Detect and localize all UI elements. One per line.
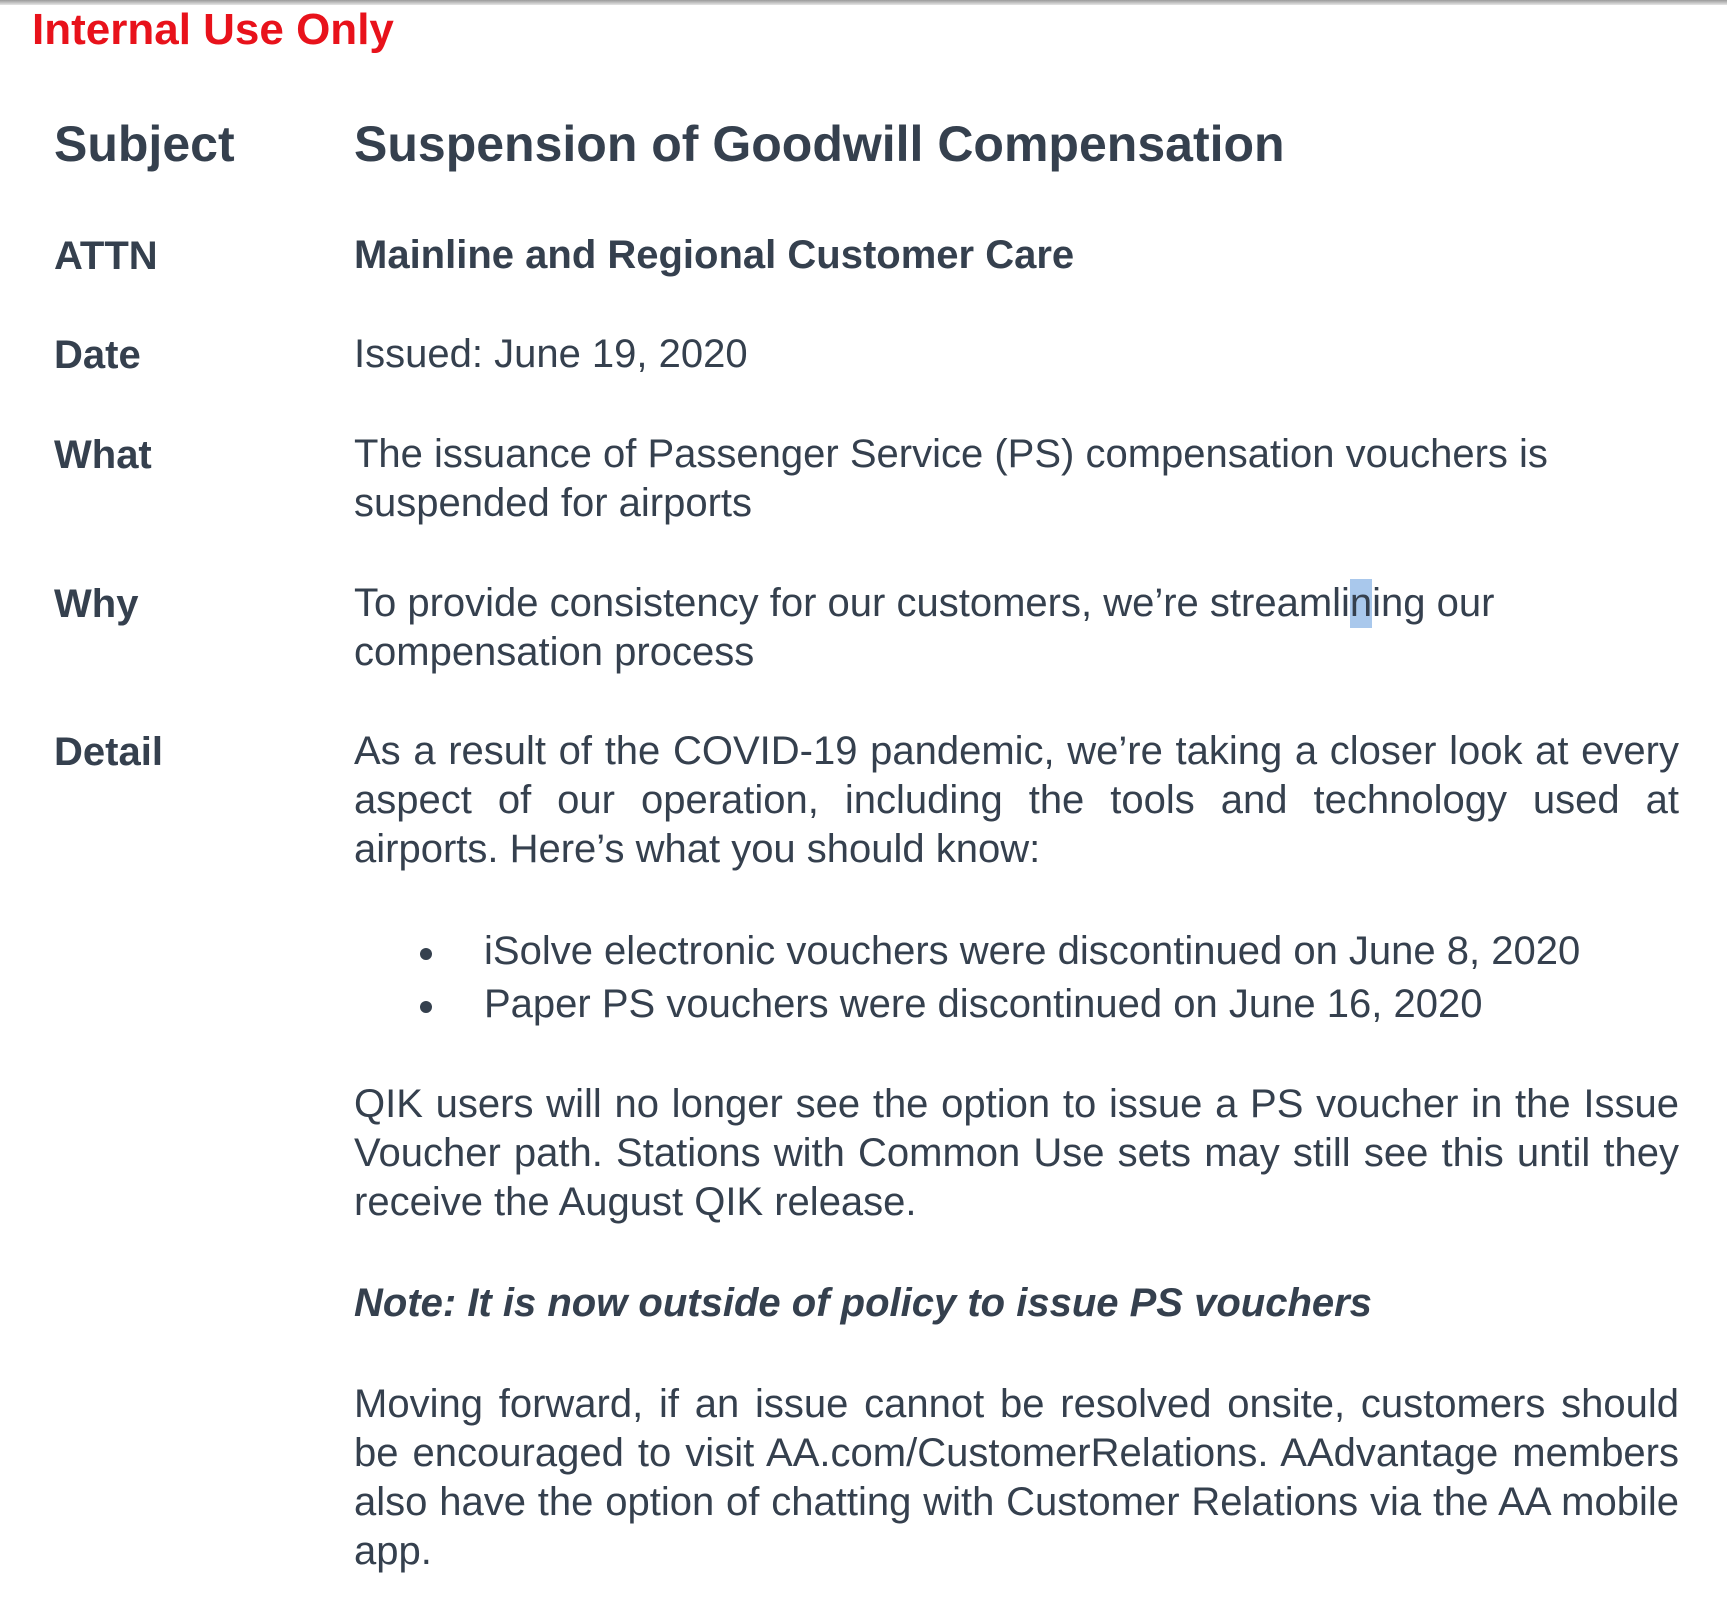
what-label: What bbox=[54, 433, 152, 477]
attn-value: Mainline and Regional Customer Care bbox=[354, 233, 1075, 277]
what-value: The issuance of Passenger Service (PS) compensation vouchers is suspended for airports bbox=[354, 432, 1548, 525]
bullet-text: iSolve electronic vouchers were discontinued on June 8, 2020 bbox=[484, 929, 1581, 973]
list-item bbox=[354, 978, 1679, 1031]
why-text-end: ing our compensation process bbox=[354, 581, 1495, 674]
bullet-icon bbox=[420, 1001, 432, 1013]
bullet-icon bbox=[420, 948, 432, 960]
classification-banner: Internal Use Only bbox=[32, 5, 394, 54]
attn-label: ATTN bbox=[54, 234, 158, 278]
subject-label: Subject bbox=[54, 116, 235, 172]
date-label: Date bbox=[54, 333, 141, 377]
why-value bbox=[354, 579, 1679, 677]
detail-intro: As a result of the COVID-19 pandemic, we’re taking a closer look at every aspect of our operation, including the tools and technology used at airports. Here’s what you should know: bbox=[354, 729, 1679, 871]
why-label: Why bbox=[54, 582, 139, 626]
detail-bullet-list bbox=[354, 925, 1679, 1031]
policy-note: Note: It is now outside of policy to issue PS vouchers bbox=[354, 1281, 1372, 1325]
moving-forward-paragraph: Moving forward, if an issue cannot be resolved onsite, customers should be encouraged to visit AA.com/CustomerRelations. AAdvantage members also have the option of chatting with Customer Relations via the AA mobile app. bbox=[354, 1382, 1679, 1573]
why-text-start: To provide consistency for our customers, we’re streamli bbox=[354, 581, 1350, 625]
text-selection-highlight[interactable]: n bbox=[1350, 579, 1372, 628]
subject-value: Suspension of Goodwill Compensation bbox=[354, 116, 1285, 172]
detail-label: Detail bbox=[54, 730, 163, 774]
list-item bbox=[354, 925, 1679, 978]
qik-paragraph: QIK users will no longer see the option to issue a PS voucher in the Issue Voucher path. Stations with Common Use sets may still see this until they receive the August QIK release. bbox=[354, 1082, 1679, 1224]
date-value: Issued: June 19, 2020 bbox=[354, 332, 748, 376]
bullet-text: Paper PS vouchers were discontinued on June 16, 2020 bbox=[484, 982, 1483, 1026]
